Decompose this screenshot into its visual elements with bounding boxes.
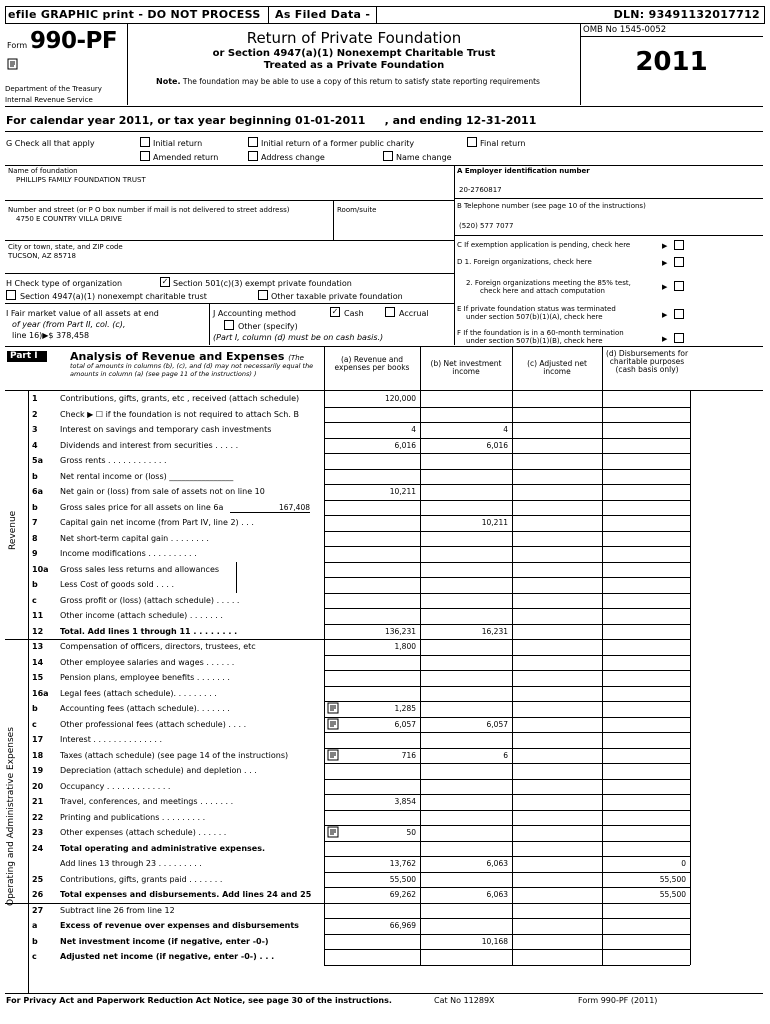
row-number: 22 [32,812,44,822]
column-divider [420,391,421,965]
row-number: 8 [32,533,38,543]
form-title: Return of Private Foundation [246,29,462,47]
row-label: Interest on savings and temporary cash investments [60,425,272,434]
g-check-label: G Check all that apply [6,139,95,148]
foundation-name: PHILLIPS FAMILY FOUNDATION TRUST [16,176,146,184]
row-number: 23 [32,828,44,837]
value-a: 3,854 [394,797,416,806]
column-divider [324,391,325,965]
row-label: Total. Add lines 1 through 11 . . . . . . . . [60,626,238,636]
part-i-tag: Part I [7,351,47,362]
tax-year: 2011 [635,47,708,77]
e-terminated-label: E If private foundation status was terminated [457,305,616,313]
row-divider [324,887,690,888]
h-4947-label: Section 4947(a)(1) nonexempt charitable trust [20,292,207,301]
row-divider [324,624,690,625]
value-b: 16,231 [481,626,508,636]
efile-banner [5,6,765,24]
row-number: 16a [32,688,49,698]
row-divider [324,717,690,718]
efile-label: efile GRAPHIC print - DO NOT PROCESS [8,8,261,21]
row-number: 12 [32,626,44,636]
col-b-header: (b) Net investment income [430,359,502,376]
footer-form-id: Form 990-PF (2011) [578,996,658,1005]
foundation-name-label: Name of foundation [8,167,78,175]
form-subtitle-2: Treated as a Private Foundation [263,60,445,71]
i-fmv-value: line 16)▶$ 378,458 [12,331,90,340]
row-label: Other employee salaries and wages . . . . . . [60,657,235,667]
row-label: Occupancy . . . . . . . . . . . . . [60,781,171,791]
f-termination-label: F If the foundation is in a 60-month termination [457,329,624,337]
row-number: 20 [32,781,44,791]
column-divider [602,391,603,965]
row-divider [324,794,690,795]
row-label: Net rental income or (loss) ________________ [60,471,234,481]
row-number: c [32,952,37,961]
row-divider [324,670,690,671]
address-change-label: Address change [261,153,325,162]
row-label: Less Cost of goods sold . . . . [60,580,175,589]
inline-value: 167,408 [230,503,310,513]
j-cash-label: Cash [344,309,364,318]
row-label: Accounting fees (attach schedule). . . . . . . [60,704,230,713]
part-i-title: Analysis of Revenue and Expenses (The [70,350,304,363]
header-title-block [127,23,581,105]
j-cash-checkbox[interactable]: ✓ [331,307,339,316]
h-org-type-label: H Check type of organization [6,279,123,288]
column-divider [512,391,513,965]
row-label: Depreciation (attach schedule) and depletion . . . [60,766,257,775]
row-label: Pension plans, employee benefits . . . . . . . [60,673,230,682]
city-label: City or town, state, and ZIP code [8,243,123,251]
dln-label: DLN: 93491132017712 [613,8,760,21]
row-label: Total expenses and disbursements. Add lines 24 and 25 [60,890,312,899]
column-divider [690,391,691,965]
col-c-header: (c) Adjusted net income [527,359,587,376]
value-a: 50 [406,828,416,837]
footer-privacy: For Privacy Act and Paperwork Reduction Act Notice, see page 30 of the instructions. [6,996,392,1005]
row-number: 11 [32,611,44,620]
row-number: 17 [32,735,44,744]
phone-value: (520) 577 7077 [459,222,514,230]
j-cash-basis-note: (Part I, column (d) must be on cash basis.) [213,333,384,342]
h-4947-checkbox[interactable] [6,290,16,300]
phone-label: B Telephone number (see page 10 of the instructions) [457,202,646,210]
d2-foreign-label: 2. Foreign organizations meeting the 85% test, [466,279,631,287]
row-label: Subtract line 26 from line 12 [60,905,175,915]
row-number: 26 [32,890,44,899]
final-return-label: Final return [480,139,526,148]
row-label: Compensation of officers, directors, trustees, etc [60,642,256,651]
row-number: 13 [32,642,44,651]
row-label: Contributions, gifts, grants, etc , received (attach schedule) [60,394,300,403]
value-b: 6 [503,750,508,760]
row-divider [324,872,690,873]
value-a: 1,800 [394,642,416,651]
dept-irs: Internal Revenue Service [5,96,93,104]
footer-cat-no: Cat No 11289X [434,996,495,1005]
c-exemption-label: C If exemption application is pending, check here [457,241,631,249]
row-label: Other expenses (attach schedule) . . . . . . [60,828,227,837]
row-label: Check ▶ ☐ if the foundation is not required to attach Sch. B [60,409,299,419]
form-word: Form [7,41,28,50]
col-d-header: (d) Disbursements for charitable purposes (cash basis only) [605,349,689,374]
value-a: 1,285 [394,704,416,713]
form-header [5,23,763,107]
d2-foreign-checkbox[interactable] [674,281,684,291]
row-label: Gross sales price for all assets on line 6a [60,502,224,512]
row-divider [324,531,690,532]
arrow-right-icon: ▶ [662,335,668,343]
row-divider [324,779,690,780]
d1-foreign-checkbox[interactable] [674,257,684,267]
value-a: 69,262 [389,890,416,899]
value-a: 10,211 [389,487,416,496]
row-divider [324,748,690,749]
street-address: 4750 E COUNTRY VILLA DRIVE [16,215,122,223]
j-other-checkbox[interactable] [224,320,234,330]
ein-value: 20-2760817 [459,186,502,194]
row-number: b [32,936,38,946]
row-label: Taxes (attach schedule) (see page 14 of the instructions) [60,750,289,760]
value-b: 6,057 [486,719,508,729]
row-divider [324,701,690,702]
row-divider [324,639,690,640]
value-a: 6,016 [394,440,416,450]
row-number: 2 [32,409,38,419]
f-termination-checkbox[interactable] [674,333,684,343]
row-divider [324,500,690,501]
j-accounting-label: J Accounting method [213,309,297,318]
row-divider [324,841,690,842]
value-a: 6,057 [394,719,416,729]
arrow-right-icon: ▶ [662,283,668,291]
d2-foreign-label-2: check here and attach computation [480,287,605,295]
initial-former-checkbox[interactable] [248,137,258,147]
street-label: Number and street (or P O box number if mail is not delivered to street address) [8,206,290,214]
row-label: Add lines 13 through 23 . . . . . . . . . [60,859,202,868]
initial-return-label: Initial return [153,139,203,148]
col-a-header: (a) Revenue and expenses per books [334,355,410,372]
address-change-checkbox[interactable] [248,151,258,161]
row-divider [324,655,690,656]
value-d: 55,500 [659,890,686,899]
row-divider [324,965,690,966]
initial-return-checkbox[interactable] [140,137,150,147]
h-other-taxable-checkbox[interactable] [258,290,268,300]
value-b: 6,063 [486,890,508,899]
row-number: 4 [32,440,38,450]
row-divider [324,608,690,609]
row-label: Other income (attach schedule) . . . . . . . [60,611,223,620]
value-a: 716 [401,750,416,760]
row-number: 24 [32,843,44,853]
row-number: 15 [32,673,44,682]
revenue-side-label: Revenue [8,510,18,550]
i-fmv-label-2: of year (from Part II, col. (c), [12,320,126,329]
section-divider [5,639,324,640]
j-accrual-checkbox[interactable] [385,307,395,317]
final-return-checkbox[interactable] [467,137,477,147]
arrow-right-icon: ▶ [662,259,668,267]
j-other-label: Other (specify) [238,322,298,331]
value-b: 10,168 [481,936,508,946]
row-number: 3 [32,425,38,434]
form-subtitle-1: or Section 4947(a)(1) Nonexempt Charitable Trust [212,48,496,59]
arrow-right-icon: ▶ [662,242,668,250]
value-d: 0 [681,859,686,868]
row-divider [324,515,690,516]
row-divider [324,810,690,811]
row-label: Printing and publications . . . . . . . . . [60,812,206,822]
row-divider [324,422,690,423]
row-divider [324,453,690,454]
h-501c3-checkbox[interactable]: ✓ [161,277,169,286]
value-a: 136,231 [384,626,416,636]
row-divider [324,825,690,826]
row-divider [324,484,690,485]
value-b: 10,211 [481,518,508,527]
value-b: 6,016 [486,440,508,450]
row-number: 27 [32,905,44,915]
row-number: 14 [32,657,44,667]
row-label: Income modifications . . . . . . . . . . [60,549,197,558]
expenses-side-label: Operating and Administrative Expenses [6,727,16,906]
name-change-label: Name change [396,153,452,162]
row-divider [324,593,690,594]
row-label: Adjusted net income (if negative, enter -0-) . . . [60,952,275,961]
row-divider [324,469,690,470]
e-terminated-checkbox[interactable] [674,309,684,319]
e-terminated-label-2: under section 507(b)(1)(A), check here [466,313,603,321]
row-number: c [32,595,37,605]
d1-foreign-label: D 1. Foreign organizations, check here [457,258,592,266]
row-divider [324,407,690,408]
arrow-right-icon: ▶ [662,311,668,319]
value-a: 120,000 [384,394,416,403]
amended-return-label: Amended return [153,153,219,162]
row-label: Gross profit or (loss) (attach schedule) . . . . . [60,595,240,605]
ein-label: A Employer identification number [457,167,590,175]
row-divider [324,934,690,935]
h-501c3-label: Section 501(c)(3) exempt private foundation [173,279,352,288]
row-divider [324,577,690,578]
row-label: Total operating and administrative expenses. [60,843,265,853]
row-divider [324,546,690,547]
room-suite-label: Room/suite [337,206,377,214]
row-number: 6a [32,487,43,496]
row-divider [324,732,690,733]
row-label: Other professional fees (attach schedule) . . . . [60,719,247,729]
row-number: b [32,502,38,512]
row-divider [324,686,690,687]
value-b: 6,063 [486,859,508,868]
row-number: 7 [32,518,38,527]
calendar-year-line: For calendar year 2011, or tax year beginning 01-01-2011 , and ending 12-31-2011 [6,114,537,127]
row-divider [324,949,690,950]
row-label: Net investment income (if negative, enter -0-) [60,936,269,946]
amended-return-checkbox[interactable] [140,151,150,161]
row-number: a [32,921,38,930]
header-note: Note. The foundation may be able to use a copy of this return to satisfy state reporting requirements [156,77,540,86]
f-termination-label-2: under section 507(b)(1)(B), check here [466,337,603,345]
row-label: Excess of revenue over expenses and disbursements [60,921,299,930]
j-accrual-label: Accrual [399,309,429,318]
row-label: Capital gain net income (from Part IV, line 2) . . . [60,518,254,527]
row-number: 25 [32,874,44,884]
row-number: 18 [32,750,44,760]
row-number: c [32,719,37,729]
value-a: 66,969 [389,921,416,930]
row-divider [324,856,690,857]
section-divider [5,903,324,904]
row-number: 21 [32,797,44,806]
value-a: 13,762 [389,859,416,868]
initial-former-label: Initial return of a former public charity [261,139,415,148]
row-label: Gross rents . . . . . . . . . . . . [60,456,167,465]
column-divider [236,562,237,593]
row-label: Dividends and interest from securities . . . . . [60,440,239,450]
dept-treasury: Department of the Treasury [5,85,102,93]
value-b: 4 [503,425,508,434]
form-number: 990-PF [30,28,118,54]
h-other-taxable-label: Other taxable private foundation [271,292,403,301]
value-d: 55,500 [659,874,686,884]
part-i-subtitle: total of amounts in columns (b), (c), and (d) may not necessarily equal the amounts in column (a) (see page 11 of the instructions) ) [70,362,314,378]
row-number: b [32,471,38,481]
row-label: Travel, conferences, and meetings . . . . . . . [60,797,234,806]
as-filed-label: As Filed Data - [268,7,377,23]
row-number: 5a [32,456,43,465]
i-fmv-label-1: I Fair market value of all assets at end [6,309,159,318]
row-number: b [32,704,38,713]
row-number: 9 [32,549,38,558]
city-state-zip: TUCSON, AZ 85718 [8,252,77,260]
row-label: Legal fees (attach schedule). . . . . . . . . [60,688,217,698]
row-label: Net gain or (loss) from sale of assets not on line 10 [60,487,265,496]
row-divider [324,918,690,919]
document-icon [7,58,19,73]
row-label: Interest . . . . . . . . . . . . . . [60,735,163,744]
row-label: Contributions, gifts, grants paid . . . . . . . [60,874,223,884]
row-number: b [32,580,38,589]
row-number: 19 [32,766,44,775]
omb-number: OMB No 1545-0052 [580,23,763,37]
c-exemption-checkbox[interactable] [674,240,684,250]
row-number: 10a [32,564,49,574]
row-number: 1 [32,394,38,403]
row-label: Gross sales less returns and allowances [60,564,220,574]
row-label: Net short-term capital gain . . . . . . . . [60,533,209,543]
row-divider [324,438,690,439]
name-change-checkbox[interactable] [383,151,393,161]
value-a: 4 [411,425,416,434]
row-divider [324,763,690,764]
row-divider [324,903,690,904]
row-divider [324,562,690,563]
value-a: 55,500 [389,874,416,884]
